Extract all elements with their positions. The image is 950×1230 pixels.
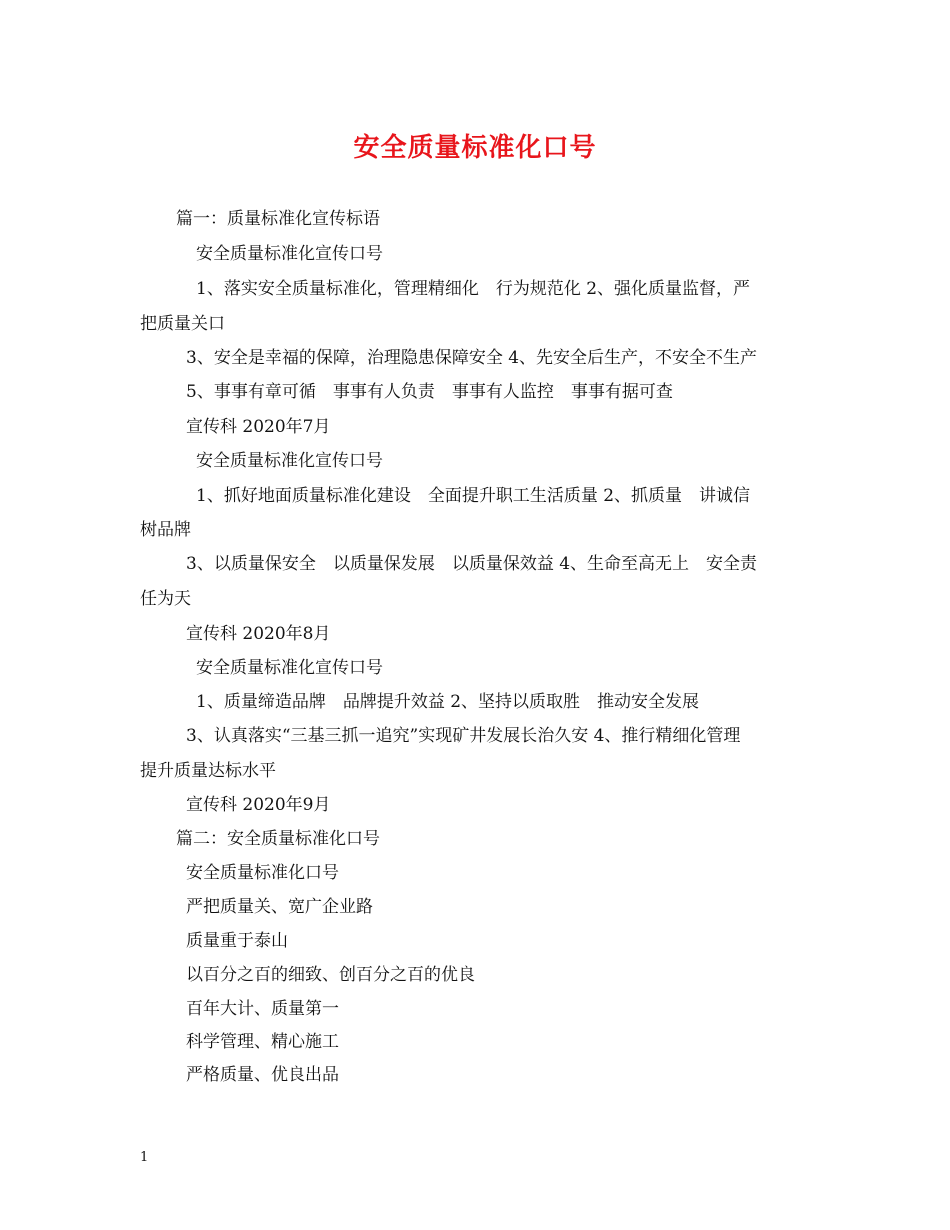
text-line: 以百分之百的细致、创百分之百的优良 — [186, 965, 475, 985]
text-line: 科学管理、精心施工 — [186, 1032, 339, 1052]
text-line: 质量重于泰山 — [186, 931, 288, 951]
section-heading-1: 篇一：质量标准化宣传标语 — [176, 209, 380, 229]
text-line: 任为天 — [140, 589, 191, 609]
page-number: 1 — [140, 1150, 149, 1165]
dept-date-line: 宣传科 2020年7月 — [186, 417, 331, 437]
text-line: 1、落实安全质量标准化，管理精细化 行为规范化 2、强化质量监督，严 — [196, 279, 751, 299]
text-line: 提升质量达标水平 — [140, 761, 276, 781]
text-line: 1、质量缔造品牌 品牌提升效益 2、坚持以质取胜 推动安全发展 — [196, 692, 700, 712]
text-line: 3、认真落实“三基三抓一追究”实现矿井发展长治久安 4、推行精细化管理 — [186, 726, 741, 746]
text-line: 百年大计、质量第一 — [186, 999, 339, 1019]
text-line: 树品牌 — [140, 520, 191, 540]
text-line: 1、抓好地面质量标准化建设 全面提升职工生活质量 2、抓质量 讲诚信 — [196, 486, 751, 506]
dept-date-line: 宣传科 2020年8月 — [186, 624, 331, 644]
slogan-group-heading: 安全质量标准化宣传口号 — [196, 451, 383, 471]
slogan-group-heading: 安全质量标准化宣传口号 — [196, 658, 383, 678]
document-title: 安全质量标准化口号 — [353, 133, 597, 163]
dept-date-line: 宣传科 2020年9月 — [186, 795, 331, 815]
text-line: 3、安全是幸福的保障，治理隐患保障安全 4、先安全后生产，不安全不生产 — [186, 348, 758, 368]
text-line: 严格质量、优良出品 — [186, 1065, 339, 1085]
text-line: 3、以质量保安全 以质量保发展 以质量保效益 4、生命至高无上 安全责 — [186, 554, 758, 574]
section-heading-2: 篇二：安全质量标准化口号 — [176, 829, 380, 849]
text-line: 安全质量标准化口号 — [186, 863, 339, 883]
text-line: 严把质量关、宽广企业路 — [186, 897, 373, 917]
slogan-group-heading: 安全质量标准化宣传口号 — [196, 244, 383, 264]
text-line: 把质量关口 — [140, 314, 225, 334]
text-line: 5、事事有章可循 事事有人负责 事事有人监控 事事有据可查 — [186, 382, 673, 402]
